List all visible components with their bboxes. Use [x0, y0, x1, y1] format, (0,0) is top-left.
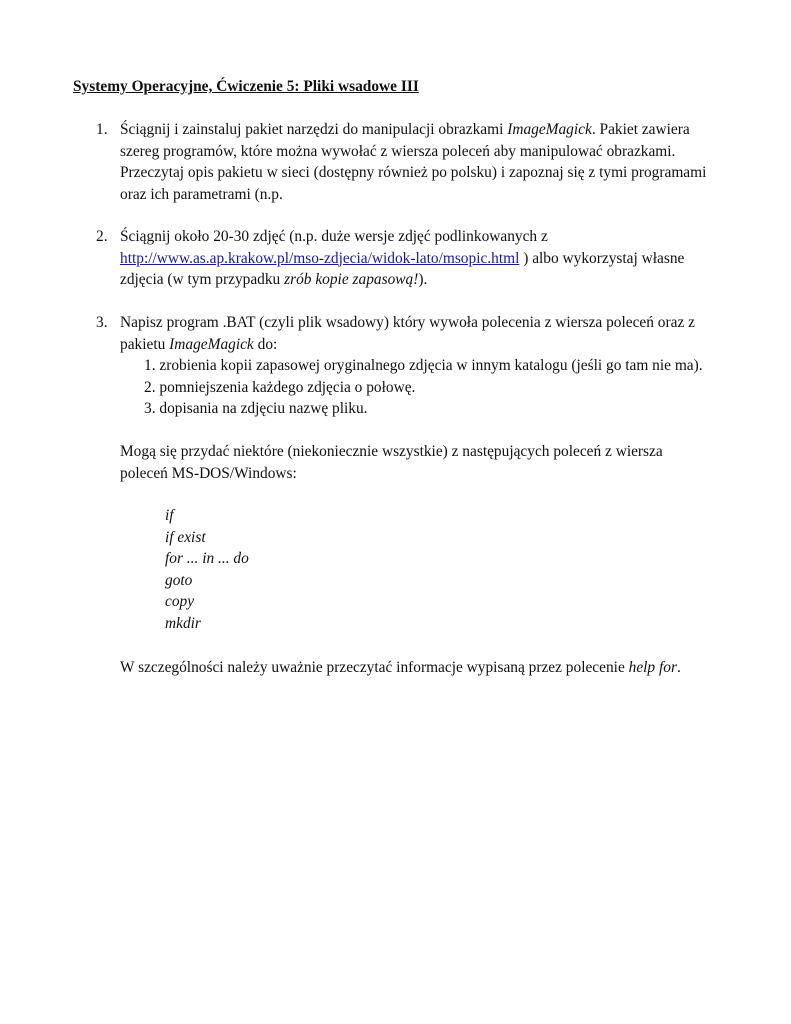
sub-item-1: 1. zrobienia kopii zapasowej oryginalnego zdjęcia w innym katalogu (jeśli go tam nie ma).	[144, 357, 703, 375]
item-1-line-4: oraz ich parametrami (n.p.	[120, 185, 283, 203]
command-if-exist: if exist	[165, 528, 206, 546]
final-line	[120, 657, 740, 679]
imagemagick-emphasis: ImageMagick	[507, 121, 592, 138]
final-paragraph	[120, 657, 740, 679]
text-run: ) albo wykorzystaj własne	[519, 249, 685, 267]
commands-intro	[120, 441, 740, 484]
sub-item-3: 3. dopisania na zdjęciu nazwę pliku.	[144, 400, 368, 418]
list-item-1	[96, 119, 736, 205]
imagemagick-emphasis: ImageMagick	[169, 335, 254, 353]
command-mkdir: mkdir	[165, 614, 201, 632]
item-2-line-1: Ściągnij około 20-30 zdjęć (n.p. duże wersje zdjęć podlinkowanych z	[120, 228, 548, 245]
photos-link[interactable]: http://www.as.ap.krakow.pl/mso-zdjecia/widok-lato/msopic.html	[120, 249, 520, 267]
note-line-1: Mogą się przydać niektóre (niekoniecznie wszystkie) z następujących poleceń z wiersza	[120, 443, 663, 460]
item-1-line-1	[120, 119, 736, 141]
text-run: W szczególności należy uważnie przeczytać informacje wypisaną przez polecenie	[120, 659, 629, 676]
text-run: zdjęcia (w tym przypadku	[120, 271, 285, 289]
list-number: 1.	[96, 121, 108, 138]
text-run: .	[676, 659, 681, 676]
sub-item-2: 2. pomniejszenia każdego zdjęcia o połowę.	[144, 378, 416, 396]
list-item-3	[96, 312, 736, 420]
command-for-in-do: for ... in ... do	[165, 550, 249, 568]
command-if: if	[165, 507, 174, 524]
item-3-line-1: Napisz program .BAT (czyli plik wsadowy) który wywoła polecenia z wiersza poleceń oraz z	[120, 314, 695, 331]
text-run: do:	[253, 335, 278, 353]
text-run: pakietu	[120, 335, 170, 353]
text-run: . Pakiet zawiera	[591, 121, 690, 138]
help-for-emphasis: help for	[628, 659, 677, 676]
command-list	[165, 505, 249, 635]
text-run: Ściągnij i zainstaluj pakiet narzędzi do manipulacji obrazkami	[120, 121, 508, 138]
command-goto: goto	[165, 571, 193, 589]
item-1-line-3: Przeczytaj opis pakietu w sieci (dostępny również po polsku) i zapoznaj się z tymi programami	[120, 164, 707, 182]
item-2-line-2	[120, 248, 736, 270]
list-item-2	[96, 226, 736, 291]
command-copy: copy	[165, 593, 195, 611]
item-3-line-2	[120, 334, 736, 356]
list-number: 3.	[96, 314, 108, 331]
item-2-line-3	[120, 269, 736, 291]
text-run: ).	[418, 271, 428, 289]
list-number: 2.	[96, 228, 108, 245]
backup-emphasis: zrób kopie zapasową!	[284, 271, 419, 289]
page-title: Systemy Operacyjne, Ćwiczenie 5: Pliki wsadowe III	[73, 78, 419, 95]
item-1-line-2: szereg programów, które można wywołać z wiersza poleceń aby manipulować obrazkami.	[120, 142, 676, 160]
note-line-2: poleceń MS-DOS/Windows:	[120, 464, 297, 482]
